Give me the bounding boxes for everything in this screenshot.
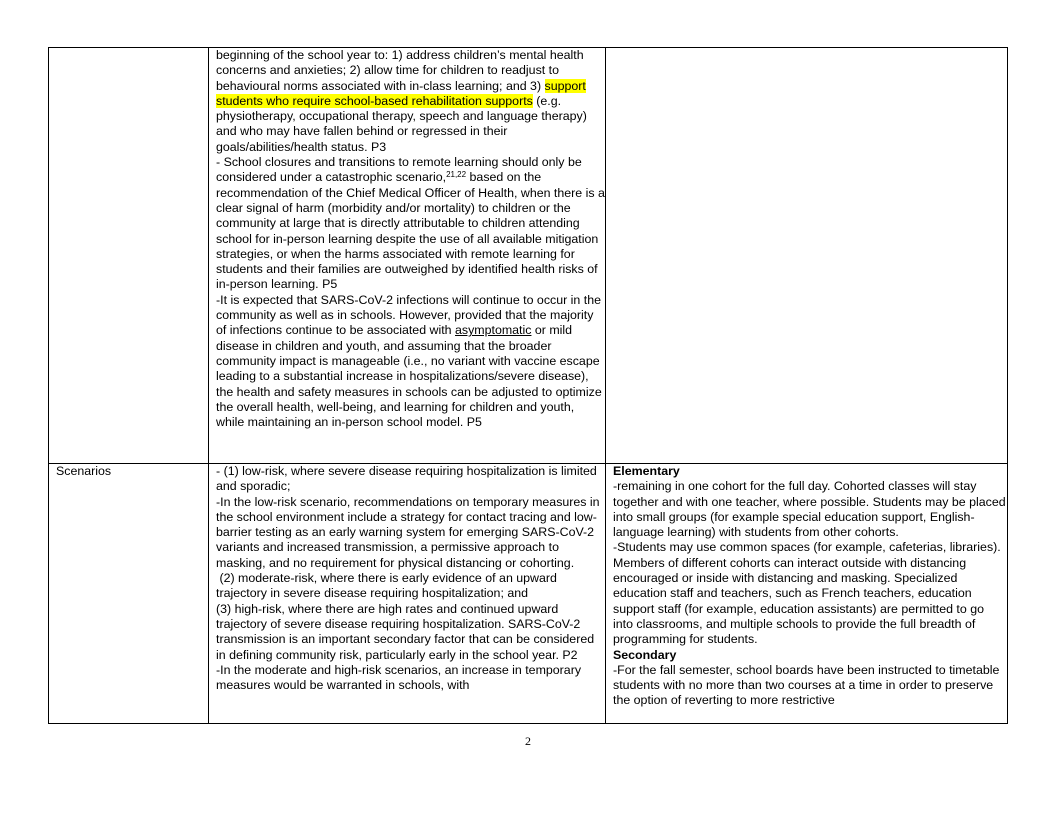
paragraph: - (1) low-risk, where severe disease requiring hospitalization is limited and sporadic; <box>216 464 597 494</box>
text: (e.g. physiotherapy, occupational therapy, speech and language therapy) and who may have fallen behind or regressed in their goals/abilities/health status. P3 <box>216 93 587 154</box>
paragraph <box>216 293 605 431</box>
heading-elementary: Elementary <box>613 464 680 478</box>
row1-label-cell <box>49 48 209 464</box>
row2-evidence-cell <box>209 464 606 724</box>
table-row <box>49 48 1008 464</box>
heading-secondary: Secondary <box>613 647 677 662</box>
row2-label-cell <box>49 464 209 724</box>
row2-ontario-cell <box>606 464 1008 724</box>
paragraph: -In the low-risk scenario, recommendations on temporary measures in the school environment include a strategy for contact tracing and low-barrier testing as an early warning system for emerging SARS-CoV-2 variants and increased transmission, a permissive approach to masking, and no requirement for physical distancing or cohorting. <box>216 494 600 570</box>
paragraph: (3) high-risk, where there are high rates and continued upward trajectory of severe disease requiring hospitalization. SARS-CoV-2 transmission is an important secondary factor that can be considered in defining community risk, particularly early in the school year. P2 <box>216 601 595 662</box>
highlighted-text: support students who require school-based rehabilitation supports <box>216 78 586 108</box>
row1-label <box>56 48 208 462</box>
row-label-scenarios: Scenarios <box>56 464 112 478</box>
table-row <box>49 464 1008 724</box>
paragraph: -In the moderate and high-risk scenarios, an increase in temporary measures would be warranted in schools, with <box>216 662 582 693</box>
underlined-text: asymptomatic <box>455 323 532 338</box>
content-table <box>48 47 1008 724</box>
page-number: 2 <box>525 734 531 748</box>
row1-evidence-cell <box>209 48 606 464</box>
text: based on the recommendation of the Chief Medical Officer of Health, when there is a clear signal of harm (morbidity and/or mortality) to children or the community at large that is directly attributable to children attending school for in-person learning despite the use of all available mitigation strategies, or when the harms associated with remote learning for students and their families are outweighed by identified health risks of in-person learning. P5 <box>216 170 605 292</box>
citation-superscript: 21,22 <box>446 170 467 180</box>
paragraph: (2) moderate-risk, where there is early evidence of an upward trajectory in severe disease requiring hospitalization; and <box>216 571 561 601</box>
row1-ontario-text <box>613 48 1007 462</box>
text: beginning of the school year to: 1) address children’s mental health concerns and anxieties; 2) allow time for children to readjust to behavioural norms associated with in-class learning; and 3) <box>216 48 584 93</box>
text: or mild disease in children and youth, and assuming that the broader community impact is manageable (i.e., no variant with vaccine escape leading to a substantial increase in hospitalizations/severe disease), the health and safety measures in schools can be adjusted to optimize the overall health, well-being, and learning for children and youth, while maintaining an in-person school model. P5 <box>216 323 602 430</box>
paragraph: -For the fall semester, school boards have been instructed to timetable students with no more than two courses at a time in order to preserve the option of reverting to more restrictive <box>613 662 1000 708</box>
paragraph: -remaining in one cohort for the full day. Cohorted classes will stay together and with one teacher, where possible. Students may be placed into small groups (for example special education support, English-language learning) with students from other cohorts. <box>613 479 1006 540</box>
row1-ontario-cell <box>606 48 1008 464</box>
text: - School closures and transitions to remote learning should only be considered under a catastrophic scenario, <box>216 155 582 185</box>
text: -It is expected that SARS-CoV-2 infections will continue to occur in the community as well as in schools. However, provided that the majority of infections continue to be associated with <box>216 292 601 338</box>
paragraph: -Students may use common spaces (for example, cafeterias, libraries). Members of different cohorts can interact outside with distancing encouraged or inside with distancing and masking. Specialized education staff and teachers, such as French teachers, education support staff (for example, education assistants) are permitted to go into classrooms, and multiple schools to provide the full breadth of programming for students. <box>613 540 1001 647</box>
paragraph <box>216 48 605 155</box>
paragraph <box>216 155 605 293</box>
